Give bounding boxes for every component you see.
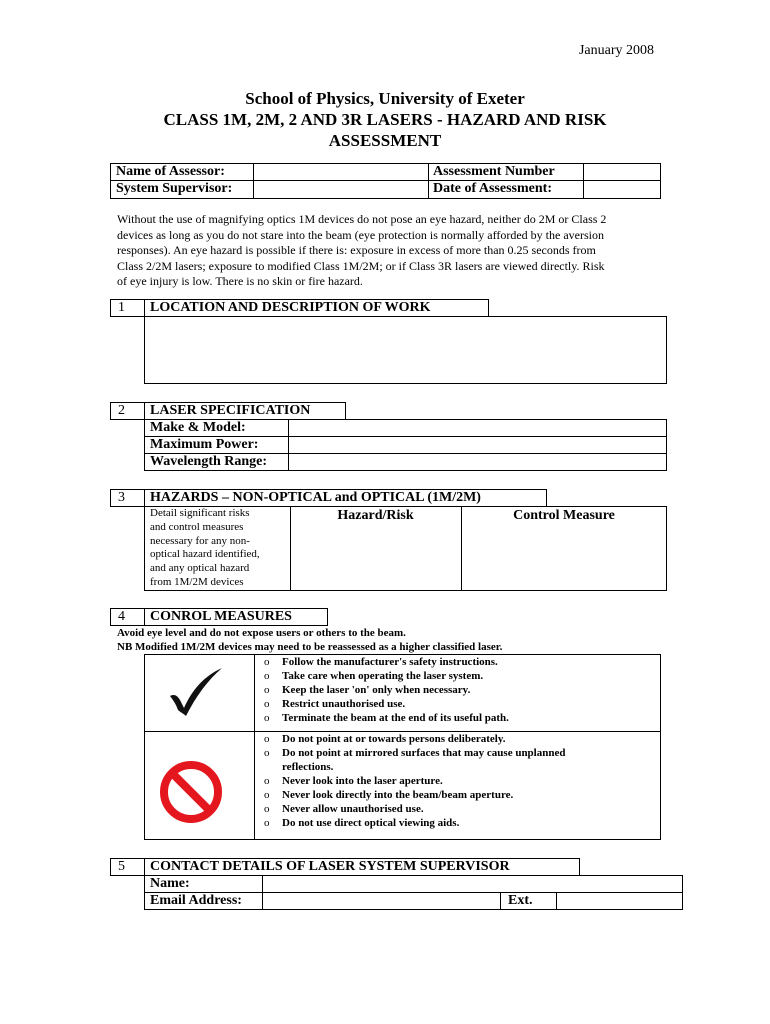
- do-item: Terminate the beam at the end of its useful path.: [282, 712, 509, 724]
- supervisor-name-field[interactable]: [264, 876, 681, 891]
- supervisor-name-label: Name:: [150, 876, 190, 891]
- location-description-field[interactable]: [144, 316, 667, 384]
- list-bullet: o: [264, 670, 270, 682]
- list-bullet: o: [264, 803, 270, 815]
- dont-item: Do not point at mirrored surfaces that may cause unplanned: [282, 747, 566, 759]
- hazard-detail-instructions: [150, 507, 260, 590]
- hazard-risk-column-header: Hazard/Risk: [337, 508, 414, 523]
- intro-line: Class 2/2M lasers; exposure to modified Class 1M/2M; or if Class 3R lasers are viewed directly. Risk: [117, 258, 605, 273]
- document-date: January 2008: [578, 43, 654, 58]
- title-line-1: School of Physics, University of Exeter: [245, 89, 525, 108]
- intro-line: of eye injury is low. There is no skin or fire hazard.: [117, 274, 363, 289]
- title-line-3: ASSESSMENT: [328, 131, 442, 150]
- list-bullet: o: [264, 775, 270, 787]
- system-supervisor-field[interactable]: [255, 182, 426, 197]
- dont-item: Never look into the laser aperture.: [282, 775, 443, 787]
- detail-line: from 1M/2M devices: [150, 575, 244, 588]
- make-model-label: Make & Model:: [150, 420, 246, 435]
- list-bullet: o: [264, 817, 270, 829]
- document-title: [0, 88, 770, 151]
- section-5-title: CONTACT DETAILS OF LASER SYSTEM SUPERVISOR: [150, 859, 510, 874]
- dont-item: Never allow unauthorised use.: [282, 803, 424, 815]
- maximum-power-label: Maximum Power:: [150, 437, 259, 452]
- system-supervisor-label: System Supervisor:: [116, 181, 233, 196]
- intro-line: Without the use of magnifying optics 1M devices do not pose an eye hazard, neither do 2M or Class 2: [117, 212, 607, 226]
- hazard-risk-field[interactable]: [292, 527, 459, 589]
- control-note-1: Avoid eye level and do not expose users or others to the beam.: [117, 627, 406, 639]
- make-model-field[interactable]: [290, 420, 665, 435]
- list-bullet: o: [264, 698, 270, 710]
- list-bullet: o: [264, 733, 270, 745]
- maximum-power-field[interactable]: [290, 437, 665, 452]
- section-4-number: 4: [118, 609, 125, 624]
- date-of-assessment-label: Date of Assessment:: [433, 181, 552, 196]
- assessment-number-label: Assessment Number: [433, 164, 555, 179]
- section-3-number: 3: [118, 490, 125, 505]
- section-1-number: 1: [118, 300, 125, 315]
- name-of-assessor-field[interactable]: [255, 165, 426, 179]
- supervisor-ext-label: Ext.: [508, 893, 533, 908]
- section-3-title: HAZARDS – NON-OPTICAL and OPTICAL (1M/2M): [150, 490, 481, 505]
- list-bullet: o: [264, 684, 270, 696]
- control-measure-field[interactable]: [463, 527, 665, 589]
- section-5-number: 5: [118, 859, 125, 874]
- do-item: Follow the manufacturer's safety instructions.: [282, 656, 498, 668]
- section-1-title: LOCATION AND DESCRIPTION OF WORK: [150, 300, 431, 315]
- list-bullet: o: [264, 747, 270, 759]
- checkmark-icon: [164, 664, 228, 720]
- dont-item: reflections.: [282, 761, 334, 773]
- intro-paragraph: [117, 212, 662, 290]
- control-note-2: NB Modified 1M/2M devices may need to be reassessed as a higher classified laser.: [117, 641, 503, 653]
- assessment-number-field[interactable]: [585, 165, 659, 179]
- supervisor-email-label: Email Address:: [150, 893, 242, 908]
- section-4-title: CONROL MEASURES: [150, 609, 292, 624]
- list-bullet: o: [264, 656, 270, 668]
- wavelength-range-field[interactable]: [290, 454, 665, 469]
- intro-line: responses). An eye hazard is possible if there is: exposure in excess of more than 0.25 seconds from: [117, 243, 596, 258]
- supervisor-email-field[interactable]: [264, 893, 498, 908]
- control-measure-column-header: Control Measure: [513, 508, 615, 523]
- do-item: Keep the laser 'on' only when necessary.: [282, 684, 471, 696]
- title-line-2: CLASS 1M, 2M, 2 AND 3R LASERS - HAZARD AND RISK: [163, 110, 607, 129]
- dont-item: Do not use direct optical viewing aids.: [282, 817, 460, 829]
- intro-line: devices as long as you do not stare into the beam (eye protection is normally afforded by the aversion: [117, 227, 604, 242]
- detail-line: Detail significant risks: [150, 507, 250, 519]
- detail-line: and control measures: [150, 520, 244, 533]
- do-item: Restrict unauthorised use.: [282, 698, 406, 710]
- list-bullet: o: [264, 712, 270, 724]
- section-2-number: 2: [118, 403, 125, 418]
- dont-item: Do not point at or towards persons deliberately.: [282, 733, 506, 745]
- detail-line: optical hazard identified,: [150, 548, 260, 561]
- wavelength-range-label: Wavelength Range:: [150, 454, 268, 469]
- section-2-title: LASER SPECIFICATION: [150, 403, 311, 418]
- list-bullet: o: [264, 789, 270, 801]
- dont-item: Never look directly into the beam/beam aperture.: [282, 789, 514, 801]
- name-of-assessor-label: Name of Assessor:: [116, 164, 225, 179]
- detail-line: and any optical hazard: [150, 562, 250, 575]
- date-of-assessment-field[interactable]: [585, 182, 659, 197]
- supervisor-ext-field[interactable]: [558, 893, 681, 908]
- prohibition-icon: [158, 759, 224, 825]
- do-item: Take care when operating the laser system.: [282, 670, 484, 682]
- detail-line: necessary for any non-: [150, 534, 250, 547]
